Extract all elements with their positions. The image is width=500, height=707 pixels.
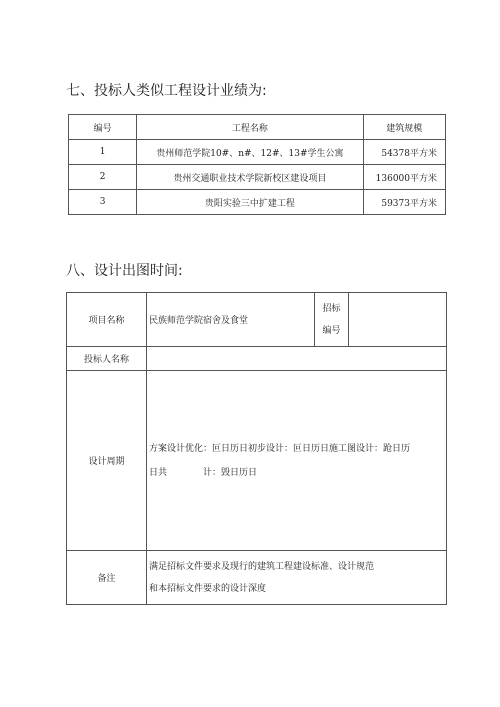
header-number: 编号 bbox=[69, 115, 137, 140]
row-project-name: 贵州师范学院10#、n#、12#、13#学生公寓 bbox=[137, 140, 363, 165]
row-building-scale: 136000平方米 bbox=[363, 165, 446, 190]
row-number: 2 bbox=[69, 165, 137, 190]
design-schedule-table bbox=[66, 292, 447, 605]
row-number: 1 bbox=[69, 140, 137, 165]
table-row bbox=[69, 165, 446, 190]
design-period-value bbox=[147, 371, 447, 551]
header-building-scale: 建筑规模 bbox=[363, 115, 446, 140]
remarks-row bbox=[67, 551, 447, 605]
section-8-heading: 八、设计出图时间: bbox=[66, 263, 183, 279]
project-name-value: 民族师范学院宿舍及食堂 bbox=[147, 293, 315, 347]
performance-table-header bbox=[69, 115, 446, 140]
design-period-label: 设计周期 bbox=[67, 371, 147, 551]
row-project-name: 贵州交通职业技术学院新校区建设项目 bbox=[137, 165, 363, 190]
bid-number-value bbox=[349, 293, 447, 347]
remarks-label: 备注 bbox=[67, 551, 147, 605]
remarks-line2: 和本招标文件要求的设计深度 bbox=[149, 583, 267, 594]
remarks-value bbox=[147, 551, 447, 605]
row-number: 3 bbox=[69, 190, 137, 215]
performance-table bbox=[68, 114, 446, 215]
header-project-name: 工程名称 bbox=[137, 115, 363, 140]
bidder-name-value bbox=[147, 347, 447, 371]
design-period-line2: 日共 计：毁日历日 bbox=[149, 467, 258, 478]
design-period-line1: 方案设计优化：叵日历日初步设计：叵日历日施工图设计：跄日历 bbox=[149, 443, 411, 454]
bid-number-label-line2: 编号 bbox=[322, 325, 341, 336]
row-building-scale: 54378平方米 bbox=[363, 140, 446, 165]
remarks-line1: 满足招标文件要求及现行的建筑工程建设标准、设计规范 bbox=[149, 561, 375, 572]
bidder-name-label: 投标人名称 bbox=[67, 347, 147, 371]
period-row bbox=[67, 371, 447, 551]
table-row bbox=[69, 140, 446, 165]
bid-number-label bbox=[315, 293, 349, 347]
bid-number-label-line1: 招标 bbox=[322, 303, 341, 314]
section-7-heading: 七、投标人类似工程设计业绩为: bbox=[66, 83, 267, 99]
row-project-name: 贵阳实验三中扩建工程 bbox=[137, 190, 363, 215]
row-building-scale: 59373平方米 bbox=[363, 190, 446, 215]
project-name-label: 项目名称 bbox=[67, 293, 147, 347]
bidder-row bbox=[67, 347, 447, 371]
project-row bbox=[67, 293, 447, 347]
table-row bbox=[69, 190, 446, 215]
